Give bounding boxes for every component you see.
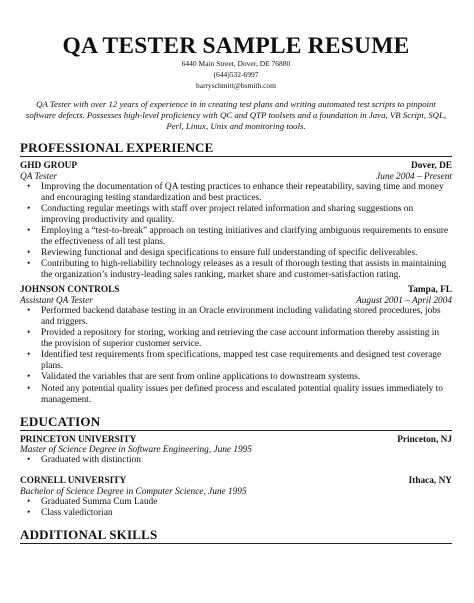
job-subheader xyxy=(20,296,452,306)
school-subheader xyxy=(20,445,452,455)
company-name: JOHNSON CONTROLS xyxy=(20,285,120,296)
job-header xyxy=(20,285,452,296)
list-item: • Performed backend database testing in an Oracle environment including validating stored procedures, jobs and triggers. xyxy=(27,305,441,327)
bullet-icon: • xyxy=(27,225,31,236)
job-header xyxy=(20,161,452,172)
list-item: • Identified test requirements from specifications, mapped test case requirements and designed test coverage plans. xyxy=(27,350,442,372)
company-location: Tampa, FL xyxy=(407,285,452,296)
list-item: • Conducting regular meetings with staff over project related information and sharing suggestions on improving productivity and quality. xyxy=(27,203,414,225)
school-subheader xyxy=(20,487,452,497)
bullet-icon: • xyxy=(27,496,31,507)
resume-title: QA TESTER SAMPLE RESUME xyxy=(62,33,410,59)
bullet-icon: • xyxy=(27,350,31,361)
bullet-icon: • xyxy=(27,372,31,383)
list-item: • Reviewing functional and design specifications to ensure full understanding of specific deliverables. xyxy=(27,248,418,259)
job-role: QA Tester xyxy=(20,171,57,182)
school-cornell xyxy=(20,476,452,519)
school-location: Princeton, NJ xyxy=(397,434,452,445)
job-dates: June 2004 – Present xyxy=(376,171,452,182)
bullet-icon: • xyxy=(27,248,31,259)
school-location: Ithaca, NY xyxy=(408,476,452,487)
job-ghd xyxy=(20,161,452,281)
school-princeton xyxy=(20,435,452,467)
skills-heading: ADDITIONAL SKILLS xyxy=(20,528,452,544)
job-subheader xyxy=(20,172,452,182)
list-item: • Employing a “test-to-break” approach on testing initiatives and clarifying ambiguous requirements to ensure the effectiveness of all test plans. xyxy=(27,225,449,247)
school-header xyxy=(20,476,452,487)
school-degree: Master of Science Degree in Software Engineering, June 1995 xyxy=(20,445,252,456)
experience-heading: PROFESSIONAL EXPERIENCE xyxy=(20,141,452,157)
school-header xyxy=(20,435,452,446)
list-item: • Noted any potential quality issues per defined process and escalated potential quality issues immediately to management. xyxy=(27,383,443,405)
contact-email: barryschmitt@bsmith.com xyxy=(195,81,277,90)
bullet-icon: • xyxy=(27,181,31,192)
school-name: PRINCETON UNIVERSITY xyxy=(20,434,137,445)
education-heading: EDUCATION xyxy=(20,415,452,431)
job-bullet-list xyxy=(20,182,452,282)
list-item: • Improving the documentation of QA testing practices to enhance their repeatability, saving time and money and encouraging testing standardization and best practices. xyxy=(27,181,444,203)
school-bullet-list xyxy=(20,455,452,466)
bullet-icon: • xyxy=(27,259,31,270)
bullet-icon: • xyxy=(27,328,31,339)
job-johnson xyxy=(20,285,452,405)
bullet-icon: • xyxy=(27,305,31,316)
bullet-icon: • xyxy=(27,383,31,394)
list-item: • Validated the variables that are sent from online applications to downstream systems. xyxy=(27,372,361,383)
list-item: • Graduated Summa Cum Laude xyxy=(27,496,158,507)
list-item: • Provided a repository for storing, working and retrieving the case account information thereby assisting in the provision of superior customer service. xyxy=(27,328,440,350)
school-bullet-list xyxy=(20,497,452,519)
company-name: GHD GROUP xyxy=(20,161,78,171)
job-role: Assistant QA Tester xyxy=(20,295,93,306)
list-item: • Contributing to high-reliability technology releases as a result of thorough testing that assists in maintaining the organization’s industry-leading sales ranking, market share and customer-satisfaction rating. xyxy=(27,259,447,281)
contact-address: 6440 Main Street, Dover, DE 76880 xyxy=(181,59,291,68)
company-location: Dover, DE xyxy=(411,161,452,171)
school-degree: Bachelor of Science Degree in Computer Science, June 1995 xyxy=(20,486,247,497)
bullet-icon: • xyxy=(27,507,31,518)
bullet-icon: • xyxy=(27,455,31,466)
school-name: CORNELL UNIVERSITY xyxy=(20,476,127,487)
job-bullet-list xyxy=(20,306,452,406)
contact-phone: (644)532-6997 xyxy=(213,70,259,79)
list-item: • Class valedictorian xyxy=(27,507,113,518)
summary-text: QA Tester with over 12 years of experience in in creating test plans and writing automated test scripts to pinpoint software defects. Possesses high-level proficiency with QC and QTP toolsets and a foundation in Java, VB Script, SQL, Perl, Linux, Unix and monitoring tools. xyxy=(25,99,447,131)
job-dates: August 2001 – April 2004 xyxy=(356,295,452,306)
bullet-icon: • xyxy=(27,203,31,214)
list-item: • Graduated with distinction xyxy=(27,455,141,466)
